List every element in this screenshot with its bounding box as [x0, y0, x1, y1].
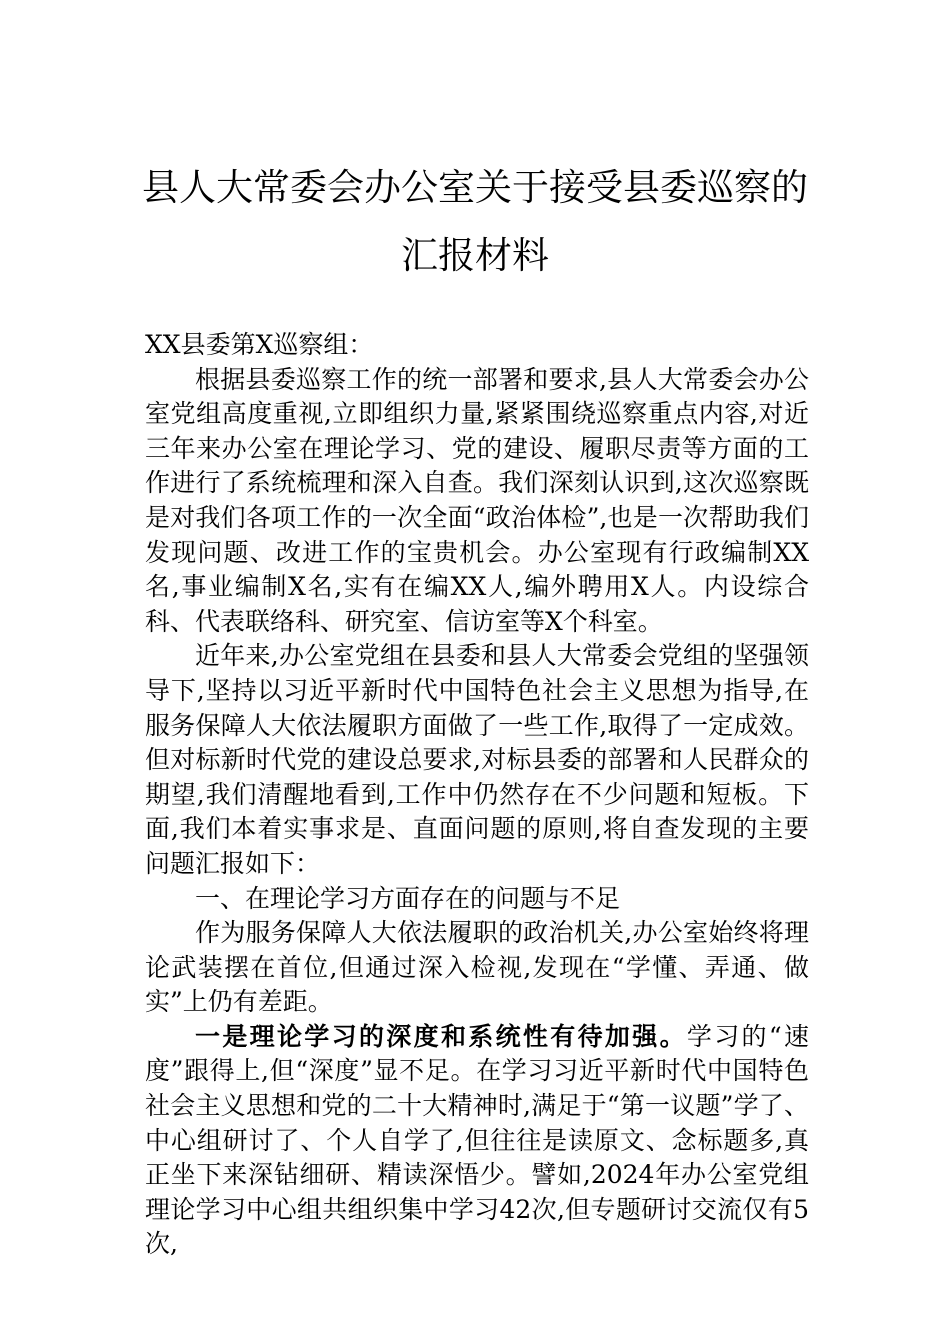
section-intro: 作为服务保障人大依法履职的政治机关,办公室始终将理论武装摆在首位,但通过深入检视,发现在“学懂、弄通、做实”上仍有差距。: [145, 918, 809, 1017]
document-title-line-1: 县人大常委会办公室关于接受县委巡察的: [142, 166, 808, 209]
section-heading: 一、在理论学习方面存在的问题与不足: [195, 883, 621, 913]
point-1-text: 学习的“速度”跟得上,但“深度”显不足。在学习习近平新时代中国特色社会主义思想和党的二十大精神时,满足于“第一议题”学了、中心组研讨了、个人自学了,但往往是读原文、念标题多,真正坐下来深钻细研、精读深悟少。譬如,2024年办公室党组理论学习中心组共组织集中学习42次,但专题研讨交流仅有5次,: [145, 1021, 809, 1259]
paragraph-overview: 近年来,办公室党组在县委和县人大常委会党组的坚强领导下,坚持以习近平新时代中国特色社会主义思想为指导,在服务保障人大依法履职方面做了一些工作,取得了一定成效。但对标新时代党的建设总要求,对标县委的部署和人民群众的期望,我们清醒地看到,工作中仍然存在不少问题和短板。下面,我们本着实事求是、直面问题的原则,将自查发现的主要问题汇报如下：: [145, 641, 809, 878]
paragraph-intro: 根据县委巡察工作的统一部署和要求,县人大常委会办公室党组高度重视,立即组织力量,紧紧围绕巡察重点内容,对近三年来办公室在理论学习、党的建设、履职尽责等方面的工作进行了系统梳理和深入自查。我们深刻认识到,这次巡察既是对我们各项工作的一次全面“政治体检”,也是一次帮助我们发现问题、改进工作的宝贵机会。办公室现有行政编制XX名,事业编制X名,实有在编XX人,编外聘用X人。内设综合科、代表联络科、研究室、信访室等X个科室。: [145, 364, 809, 636]
salutation: XX县委第X巡察组：: [145, 330, 374, 359]
point-1-lead: 一是理论学习的深度和系统性有待加强。: [195, 1021, 687, 1051]
document-title-line-2: 汇报材料: [401, 234, 549, 277]
point-1-paragraph: [145, 1020, 809, 1262]
document-body: [145, 328, 809, 1262]
